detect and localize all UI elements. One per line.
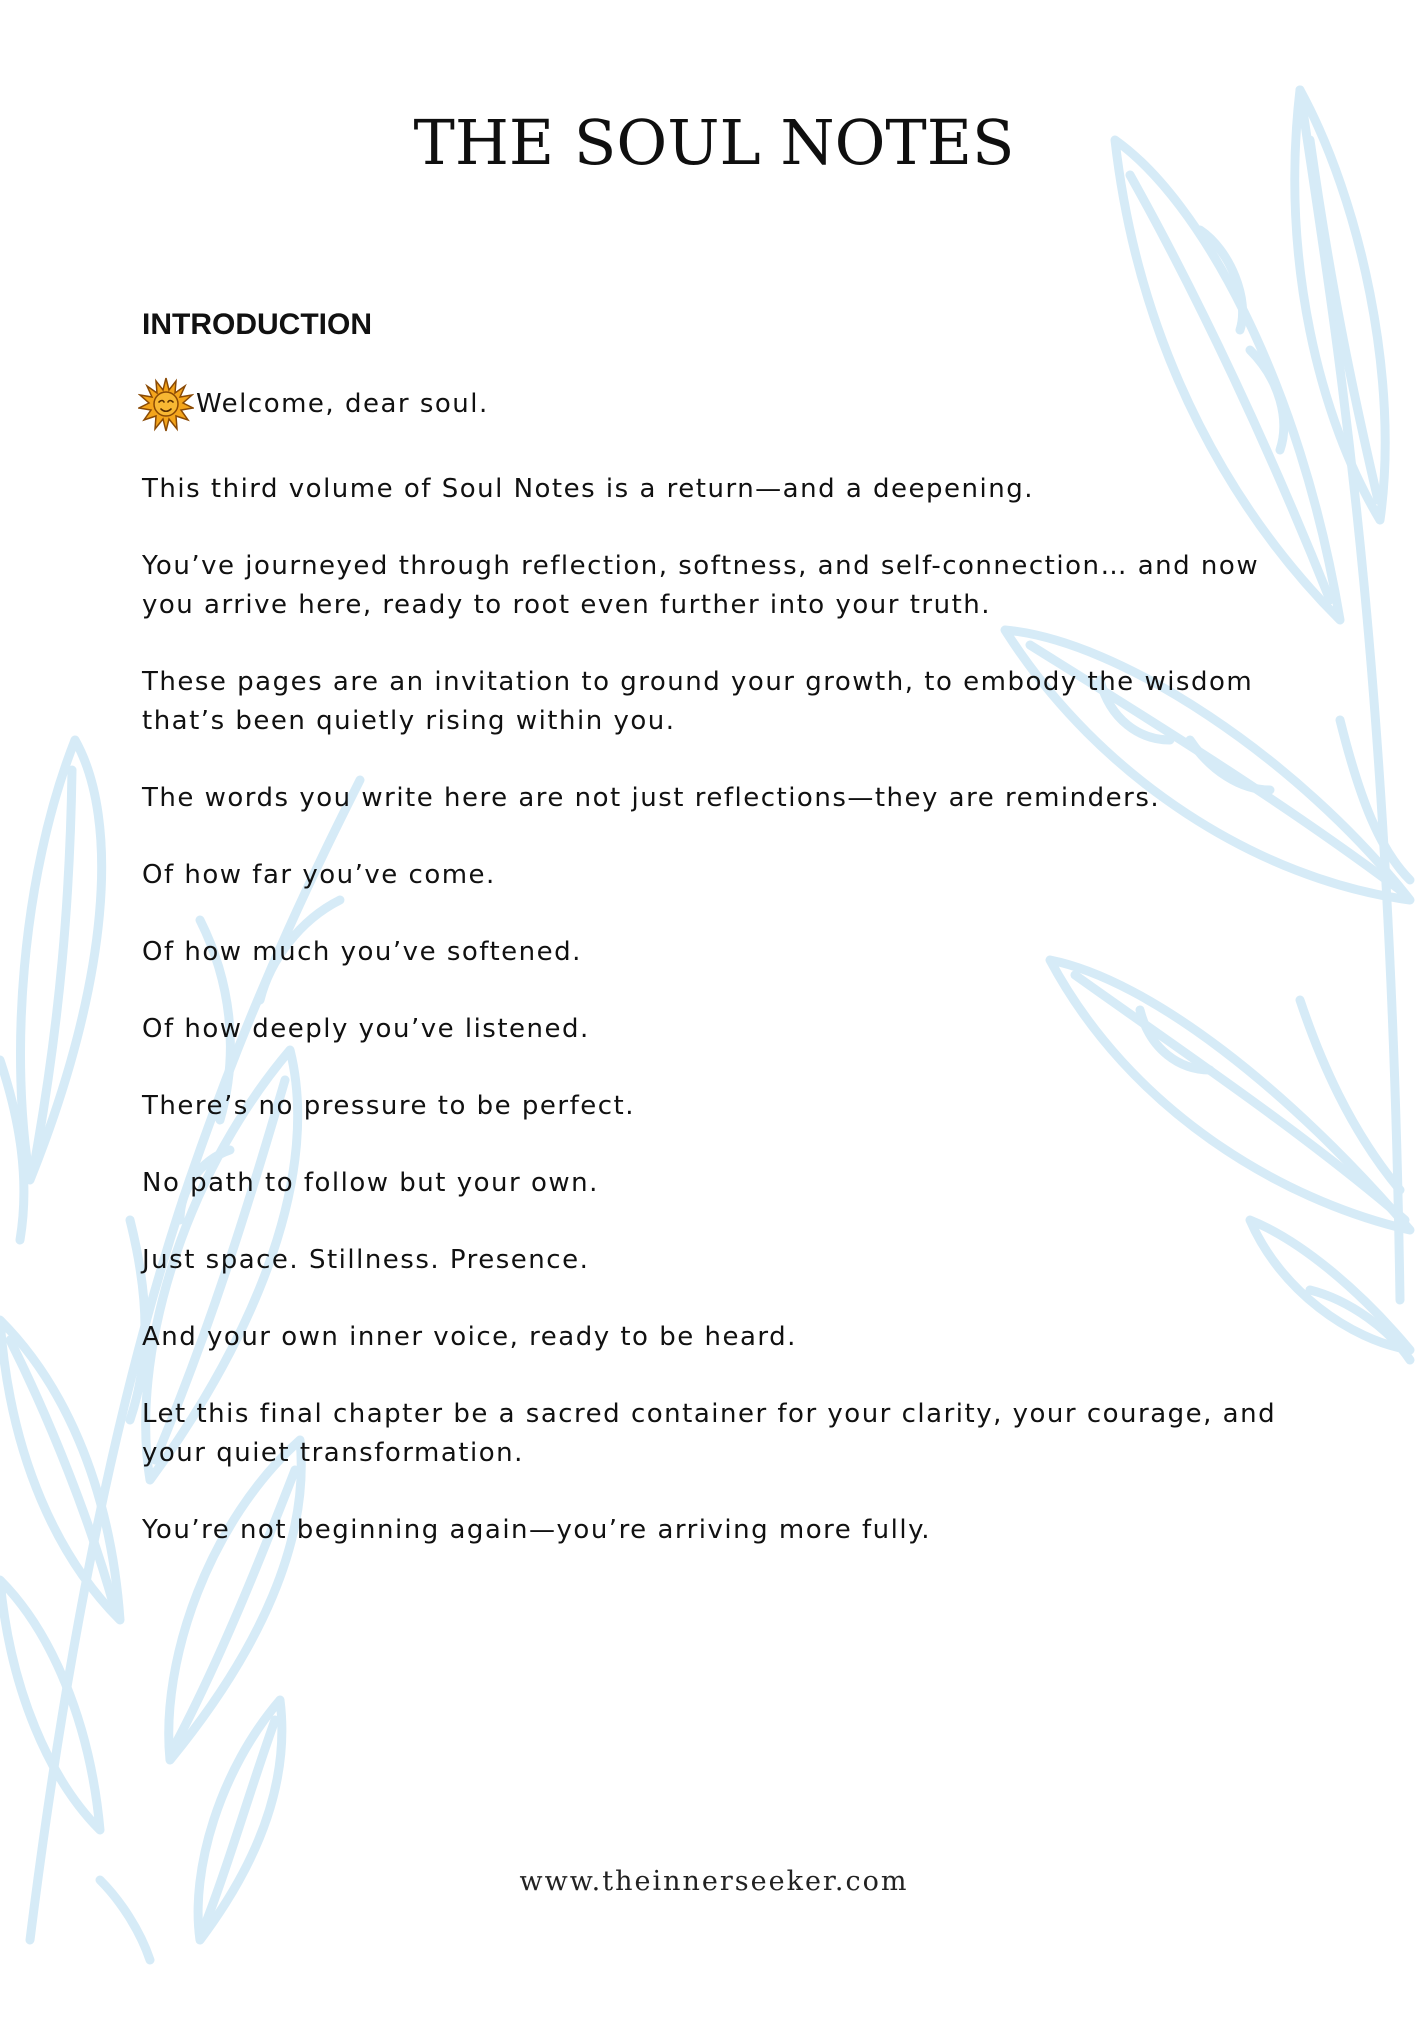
paragraph: The words you write here are not just reflections—they are reminders. (142, 783, 1161, 813)
paragraph: Of how much you’ve softened. (142, 937, 582, 967)
paragraph: And your own inner voice, ready to be heard. (142, 1322, 797, 1352)
paragraph: Just space. Stillness. Presence. (142, 1245, 590, 1275)
welcome-line (142, 376, 1292, 432)
footer-website-link[interactable]: www.theinnerseeker.com (519, 1866, 909, 1897)
welcome-text: Welcome, dear soul. (196, 388, 489, 419)
paragraph: Of how deeply you’ve listened. (142, 1014, 590, 1044)
paragraph: You’ve journeyed through reflection, softness, and self-connection… and now you arrive here, ready to root even further into your truth. (142, 551, 1260, 620)
paragraph: No path to follow but your own. (142, 1168, 599, 1198)
page-title: THE SOUL NOTES (413, 106, 1015, 179)
paragraph: This third volume of Soul Notes is a return—and a deepening. (142, 474, 1034, 504)
introduction-body (142, 376, 1292, 1588)
paragraph: Of how far you’ve come. (142, 860, 496, 890)
section-heading: INTRODUCTION (142, 308, 372, 341)
paragraph: Let this final chapter be a sacred container for your clarity, your courage, and your quiet transformation. (142, 1399, 1277, 1468)
paragraph: You’re not beginning again—you’re arriving more fully. (142, 1515, 932, 1545)
sun-with-face-icon (138, 376, 194, 432)
paragraph: There’s no pressure to be perfect. (142, 1091, 635, 1121)
paragraph: These pages are an invitation to ground your growth, to embody the wisdom that’s been quietly rising within you. (142, 667, 1254, 736)
